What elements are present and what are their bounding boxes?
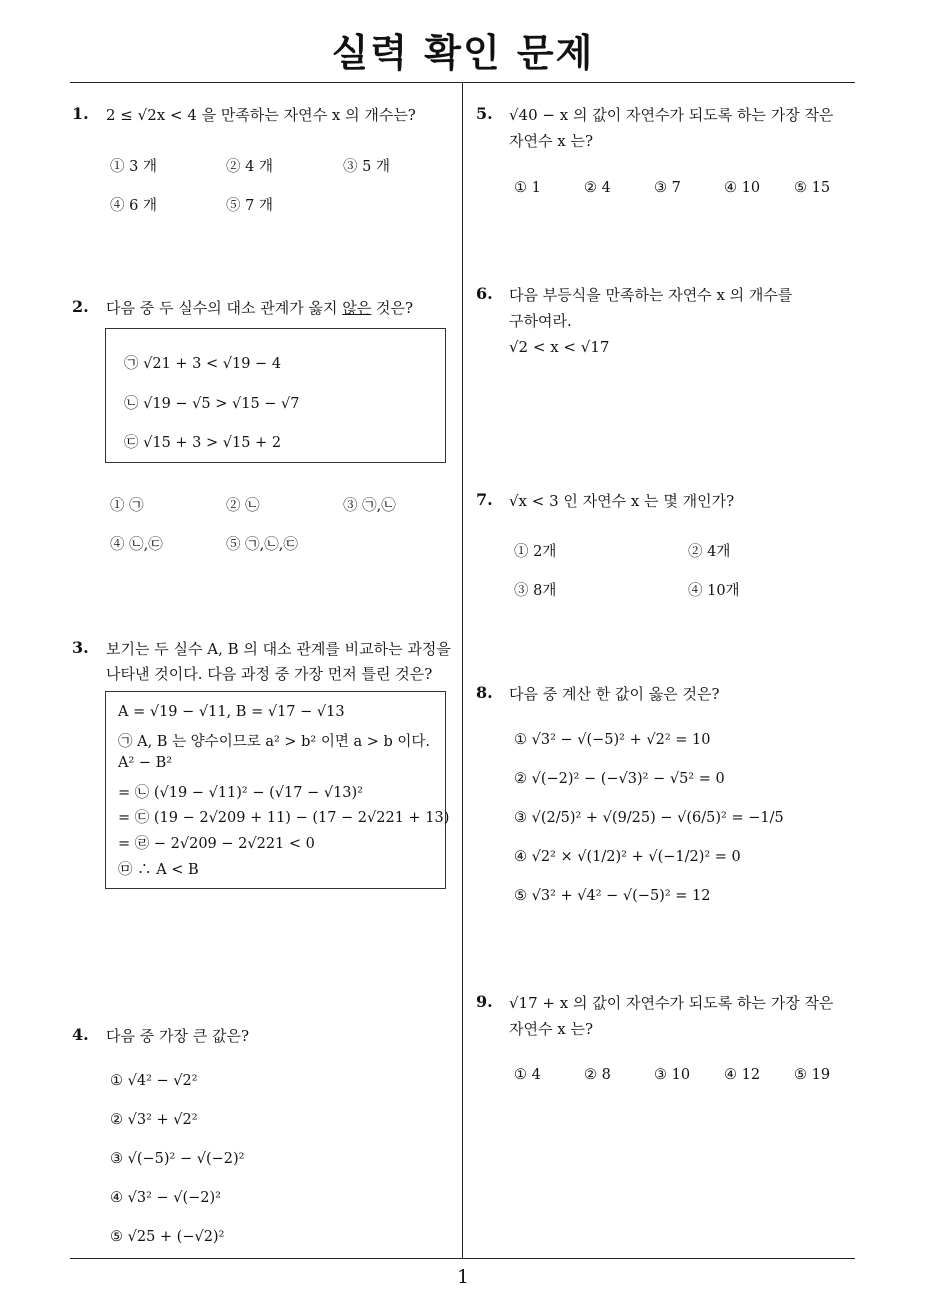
option-1[interactable]: ① 3 개 <box>110 159 157 175</box>
question-number: 4. <box>72 1025 89 1044</box>
statement-b: ㉡ √19 − √5 > √15 − √7 <box>124 396 300 412</box>
question-number: 5. <box>476 104 493 123</box>
option-4[interactable]: ④ 10개 <box>688 583 740 599</box>
option-3[interactable]: ③ 7 <box>654 180 681 196</box>
option-1[interactable]: ① 4 <box>514 1067 541 1083</box>
option-1[interactable]: ① 2개 <box>514 544 557 560</box>
statement-a: ㉠ √21 + 3 < √19 − 4 <box>124 356 282 372</box>
reasoning-box <box>105 691 450 889</box>
column-divider <box>462 83 463 1258</box>
option-2[interactable]: ② 4 <box>584 180 611 196</box>
question-text: 다음 중 계산 한 값이 옳은 것은? <box>509 685 720 703</box>
question-text-part: 다음 중 두 실수의 대소 관계가 옳지 <box>106 299 343 317</box>
option-1[interactable]: ① 1 <box>514 180 541 196</box>
option-2[interactable]: ② 4개 <box>688 544 731 560</box>
option-2[interactable]: ② 8 <box>584 1067 611 1083</box>
option-3[interactable]: ③ ㉠,㉡ <box>343 498 396 514</box>
option-1[interactable]: ① √3² − √(−5)² + √2² = 10 <box>514 732 711 748</box>
option-2[interactable]: ② 4 개 <box>226 159 273 175</box>
page-title: 실력 확인 문제 <box>331 31 595 75</box>
question-number: 3. <box>72 638 89 657</box>
question-text-part: 것은? <box>371 299 414 317</box>
option-5[interactable]: ⑤ ㉠,㉡,㉢ <box>226 537 298 553</box>
statement-c: ㉢ √15 + 3 > √15 + 2 <box>124 435 282 451</box>
reasoning-line: = ㉡ (√19 − √11)² − (√17 − √13)² <box>118 785 363 801</box>
option-4[interactable]: ④ 12 <box>724 1067 761 1083</box>
bottom-rule <box>70 1258 855 1259</box>
question-text-line-2: 나타낸 것이다. 다음 과정 중 가장 먼저 틀린 것은? <box>106 665 433 683</box>
option-1[interactable]: ① ㉠ <box>110 498 144 514</box>
option-3[interactable]: ③ 10 <box>654 1067 691 1083</box>
question-text: √x < 3 인 자연수 x 는 몇 개인가? <box>509 492 735 510</box>
option-2[interactable]: ② √3² + √2² <box>110 1112 198 1128</box>
question-number: 6. <box>476 284 493 303</box>
question-number: 9. <box>476 992 493 1011</box>
option-4[interactable]: ④ 10 <box>724 180 761 196</box>
option-5[interactable]: ⑤ √3² + √4² − √(−5)² = 12 <box>514 888 711 904</box>
option-5[interactable]: ⑤ √25 + (−√2)² <box>110 1229 225 1245</box>
option-2[interactable]: ② ㉡ <box>226 498 260 514</box>
reasoning-line: A² − B² <box>118 755 173 771</box>
reasoning-line: ㉤ ∴ A < B <box>118 862 199 878</box>
question-text <box>106 295 413 321</box>
option-4[interactable]: ④ 6 개 <box>110 198 157 214</box>
question-number: 7. <box>476 490 493 509</box>
option-3[interactable]: ③ √(2/5)² + √(9/25) − √(6/5)² = −1/5 <box>514 810 784 826</box>
reasoning-line: ㉠ A, B 는 양수이므로 a² > b² 이면 a > b 이다. <box>118 734 431 750</box>
question-text-line-1: √40 − x 의 값이 자연수가 되도록 하는 가장 작은 <box>509 106 834 124</box>
page-number: 1 <box>456 1266 470 1288</box>
statement-box <box>105 328 446 463</box>
option-3[interactable]: ③ √(−5)² − √(−2)² <box>110 1151 245 1167</box>
question-number: 1. <box>72 104 89 123</box>
option-3[interactable]: ③ 8개 <box>514 583 557 599</box>
option-2[interactable]: ② √(−2)² − (−√3)² − √5² = 0 <box>514 771 725 787</box>
option-4[interactable]: ④ √3² − √(−2)² <box>110 1190 221 1206</box>
question-text-line-1: 다음 부등식을 만족하는 자연수 x 의 개수를 <box>509 286 793 304</box>
reasoning-line: = ㉣ − 2√209 − 2√221 < 0 <box>118 836 315 852</box>
question-number: 2. <box>72 297 89 316</box>
option-1[interactable]: ① √4² − √2² <box>110 1073 198 1089</box>
option-5[interactable]: ⑤ 7 개 <box>226 198 273 214</box>
option-5[interactable]: ⑤ 15 <box>794 180 831 196</box>
inequality: √2 < x < √17 <box>509 338 610 356</box>
question-number: 8. <box>476 683 493 702</box>
reasoning-line: = ㉢ (19 − 2√209 + 11) − (17 − 2√221 + 13) <box>118 810 450 826</box>
question-text: 2 ≤ √2x < 4 을 만족하는 자연수 x 의 개수는? <box>106 106 416 124</box>
question-text-line-1: √17 + x 의 값이 자연수가 되도록 하는 가장 작은 <box>509 994 834 1012</box>
option-3[interactable]: ③ 5 개 <box>343 159 390 175</box>
question-text-line-2: 자연수 x 는? <box>509 1020 593 1038</box>
question-text: 다음 중 가장 큰 값은? <box>106 1027 250 1045</box>
option-4[interactable]: ④ ㉡,㉢ <box>110 537 163 553</box>
question-text-line-2: 구하여라. <box>509 312 572 330</box>
underlined-word: 않은 <box>342 299 372 317</box>
question-text-line-2: 자연수 x 는? <box>509 132 593 150</box>
reasoning-line: A = √19 − √11, B = √17 − √13 <box>118 704 345 720</box>
option-5[interactable]: ⑤ 19 <box>794 1067 831 1083</box>
option-4[interactable]: ④ √2² × √(1/2)² + √(−1/2)² = 0 <box>514 849 741 865</box>
question-text-line-1: 보기는 두 실수 A, B 의 대소 관계를 비교하는 과정을 <box>106 640 451 658</box>
